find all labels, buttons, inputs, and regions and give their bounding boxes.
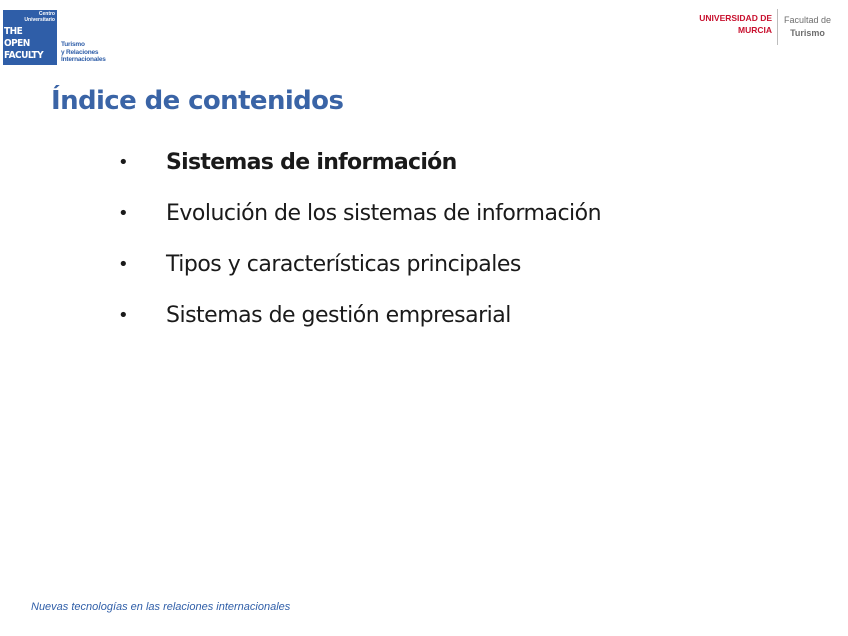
faculty-line1: Facultad de [784, 15, 832, 25]
logo-divider [777, 9, 778, 45]
university-name [699, 12, 772, 36]
logo-name-line1: THE [4, 26, 23, 37]
toc-item-label: Tipos y características principales [166, 252, 521, 277]
logo-centro-line1: Centro [38, 11, 55, 17]
bullet-icon: • [118, 203, 129, 224]
bullet-icon: • [118, 305, 129, 326]
logo-blue-block [3, 10, 57, 65]
universidad-de-murcia-logo [696, 9, 844, 49]
logo-subtitle-line3: Internacionales [61, 56, 106, 63]
bullet-icon: • [118, 152, 129, 173]
footer-text: Nuevas tecnologías en las relaciones internacionales [31, 601, 291, 613]
logo-subtitle [61, 41, 106, 64]
logo-name-line2: OPEN [4, 38, 30, 49]
logo-name [4, 26, 43, 62]
faculty-name [784, 14, 831, 40]
toc-item-label: Sistemas de información [166, 150, 457, 175]
logo-subtitle-line1: Turismo [61, 41, 85, 48]
toc-item-label: Evolución de los sistemas de información [166, 201, 602, 226]
slide-title: Índice de contenidos [51, 86, 344, 116]
faculty-line2: Turismo [790, 28, 825, 38]
university-line1: UNIVERSIDAD DE [699, 13, 772, 23]
logo-centro-universitario [24, 11, 55, 23]
university-line2: MURCIA [738, 25, 772, 35]
bullet-icon: • [118, 254, 129, 275]
logo-name-line3: FACULTY [4, 50, 44, 61]
logo-centro-line2: Universitario [24, 17, 55, 23]
toc-item-label: Sistemas de gestión empresarial [166, 303, 511, 328]
logo-subtitle-line2: y Relaciones [61, 48, 99, 56]
the-open-faculty-logo [3, 10, 113, 66]
